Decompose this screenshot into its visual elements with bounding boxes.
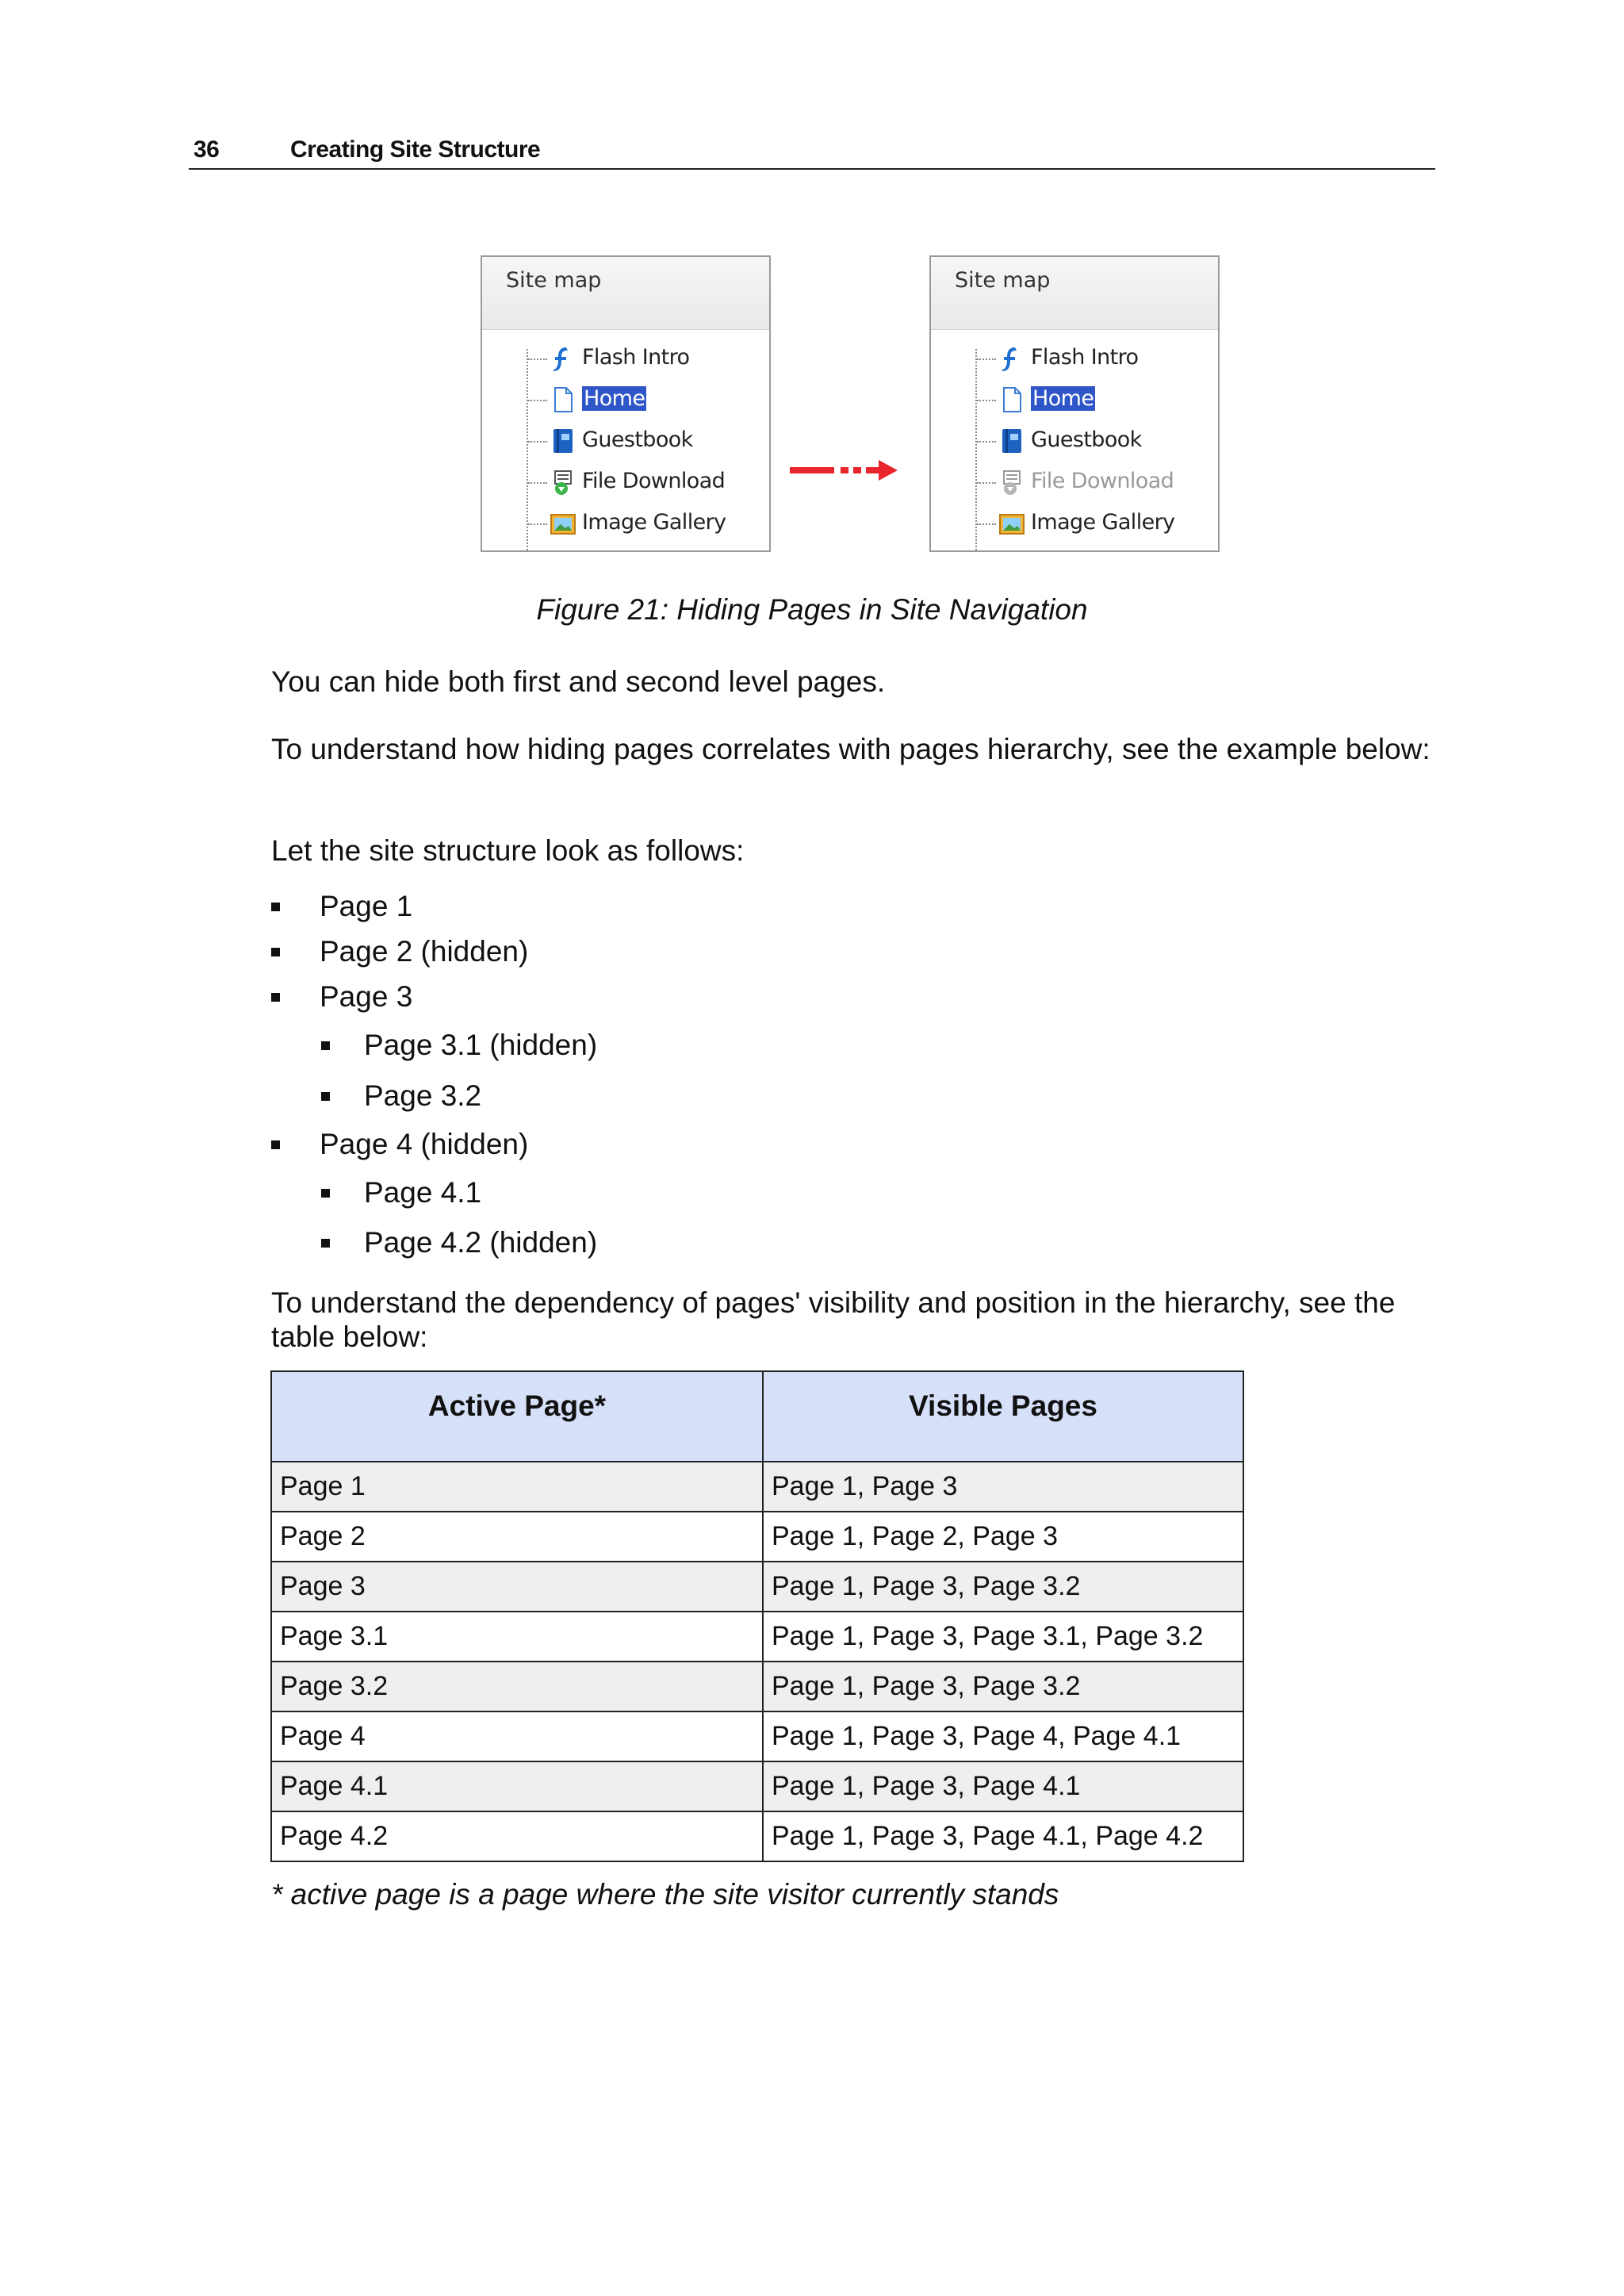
tree-item-flash-intro <box>975 343 1220 374</box>
site-map-panel-after <box>929 255 1220 552</box>
list-item-label: Page 3.2 <box>364 1079 482 1112</box>
tree-item-file-download <box>975 466 1220 498</box>
bullet-square-icon <box>321 1239 330 1248</box>
paragraph-hierarchy-intro: To understand how hiding pages correlates with pages hierarchy, see the example below: <box>271 733 1431 765</box>
cell-visible-pages: Page 1, Page 2, Page 3 <box>763 1512 1243 1562</box>
tree-item-guestbook <box>527 425 771 457</box>
paragraph-hide-levels: You can hide both first and second level pages. <box>271 665 886 698</box>
tree-item-label: Image Gallery <box>582 510 726 535</box>
tree-item-label: File Download <box>1031 469 1174 493</box>
list-item-label: Page 4 (hidden) <box>320 1128 529 1160</box>
visibility-table <box>270 1370 1244 1862</box>
image-gallery-icon <box>549 509 577 538</box>
tree-item-label: Home <box>1032 386 1094 411</box>
cell-active-page: Page 4.1 <box>271 1761 763 1811</box>
tree-item-label: Guestbook <box>1031 427 1142 452</box>
bullet-square-icon <box>271 903 280 911</box>
table-row <box>271 1562 1243 1612</box>
tree-item-home <box>975 384 1220 416</box>
file-download-hidden-icon <box>998 468 1026 496</box>
list-item-label: Page 4.1 <box>364 1176 482 1209</box>
cell-active-page: Page 4 <box>271 1711 763 1761</box>
table-row <box>271 1512 1243 1562</box>
chapter-title: Creating Site Structure <box>290 136 541 163</box>
cell-visible-pages: Page 1, Page 3, Page 4, Page 4.1 <box>763 1711 1243 1761</box>
table-row <box>271 1462 1243 1512</box>
cell-active-page: Page 2 <box>271 1512 763 1562</box>
table-row <box>271 1662 1243 1711</box>
paragraph-structure-intro: Let the site structure look as follows: <box>271 834 745 867</box>
table-header-row <box>271 1371 1243 1462</box>
cell-visible-pages: Page 1, Page 3, Page 3.2 <box>763 1662 1243 1711</box>
table-footnote: * active page is a page where the site visitor currently stands <box>271 1878 1059 1911</box>
bullet-square-icon <box>271 1140 280 1149</box>
table-row <box>271 1612 1243 1662</box>
page-icon <box>549 385 577 414</box>
image-gallery-icon <box>998 509 1026 538</box>
cell-visible-pages: Page 1, Page 3, Page 3.1, Page 3.2 <box>763 1612 1243 1662</box>
bullet-square-icon <box>271 948 280 956</box>
cell-visible-pages: Page 1, Page 3 <box>763 1462 1243 1512</box>
list-item-label: Page 2 (hidden) <box>320 935 529 968</box>
table-row <box>271 1811 1243 1861</box>
flash-icon <box>998 344 1026 373</box>
tree-item-file-download <box>527 466 771 498</box>
flash-icon <box>549 344 577 373</box>
tree-item-label: File Download <box>582 469 726 493</box>
list-item-label: Page 3 <box>320 980 413 1013</box>
page-icon <box>998 385 1026 414</box>
guestbook-icon <box>549 427 577 455</box>
page-header <box>189 133 1435 170</box>
bullet-square-icon <box>321 1041 330 1050</box>
tree-item-label: Guestbook <box>582 427 693 452</box>
bullet-square-icon <box>271 993 280 1002</box>
transition-arrow-icon <box>790 458 901 482</box>
cell-visible-pages: Page 1, Page 3, Page 3.2 <box>763 1562 1243 1612</box>
bullet-square-icon <box>321 1092 330 1101</box>
site-map-title: Site map <box>482 257 769 330</box>
tree-item-label: Flash Intro <box>582 345 690 370</box>
tree-item-image-gallery <box>527 508 771 539</box>
tree-item-flash-intro <box>527 343 771 374</box>
table-row <box>271 1761 1243 1811</box>
list-item-label: Page 1 <box>320 890 413 922</box>
column-header-visible-pages: Visible Pages <box>763 1371 1243 1462</box>
bullet-square-icon <box>321 1189 330 1198</box>
site-map-title: Site map <box>931 257 1218 330</box>
tree-item-home <box>527 384 771 416</box>
tree-item-label: Home <box>584 386 645 411</box>
cell-visible-pages: Page 1, Page 3, Page 4.1 <box>763 1761 1243 1811</box>
cell-active-page: Page 4.2 <box>271 1811 763 1861</box>
tree-item-guestbook <box>975 425 1220 457</box>
cell-visible-pages: Page 1, Page 3, Page 4.1, Page 4.2 <box>763 1811 1243 1861</box>
file-download-icon <box>549 468 577 496</box>
cell-active-page: Page 3.1 <box>271 1612 763 1662</box>
tree-item-label: Flash Intro <box>1031 345 1139 370</box>
site-map-panel-before <box>481 255 771 552</box>
cell-active-page: Page 3 <box>271 1562 763 1612</box>
figure-caption: Figure 21: Hiding Pages in Site Navigation <box>536 593 1088 626</box>
table-row <box>271 1711 1243 1761</box>
guestbook-icon <box>998 427 1026 455</box>
paragraph-table-intro: To understand the dependency of pages' visibility and position in the hierarchy, see the table below: <box>271 1286 1396 1353</box>
tree-item-label: Image Gallery <box>1031 510 1175 535</box>
cell-active-page: Page 1 <box>271 1462 763 1512</box>
page-number: 36 <box>193 136 220 163</box>
list-item-label: Page 3.1 (hidden) <box>364 1029 598 1061</box>
column-header-active-page: Active Page* <box>271 1371 763 1462</box>
cell-active-page: Page 3.2 <box>271 1662 763 1711</box>
list-item-label: Page 4.2 (hidden) <box>364 1226 598 1259</box>
tree-item-image-gallery <box>975 508 1220 539</box>
